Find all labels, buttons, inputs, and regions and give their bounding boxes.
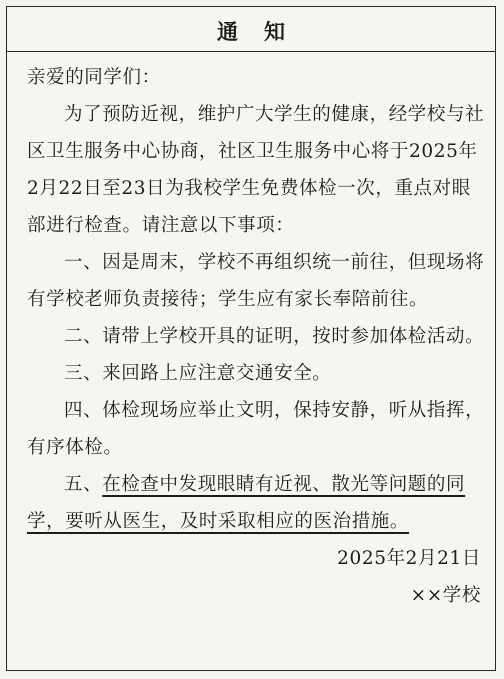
item-3: 三、来回路上应注意交通安全。: [64, 363, 332, 384]
item-2: 二、请带上学校开具的证明，按时参加体检活动。: [64, 326, 485, 347]
title-divider: [7, 51, 495, 52]
notice-title: 通知: [217, 20, 311, 44]
item-5-prefix: 五、: [64, 474, 103, 495]
notice-document: [6, 6, 496, 671]
item-5: [27, 466, 487, 540]
greeting: 亲爱的同学们：: [27, 67, 161, 88]
notice-signer: ××学校: [410, 585, 481, 606]
notice-date: 2025年2月21日: [337, 548, 481, 569]
item-1: 一、因是周末，学校不再组织统一前往，但现场将有学校老师负责接待；学生应有家长奉陪前往。: [27, 252, 485, 310]
notice-body: [27, 59, 487, 614]
item-5-underlined-text: 在检查中发现眼睛有近视、散光等问题的同学，要听从医生，及时采取相应的医治措施。: [27, 474, 466, 532]
intro-paragraph: 为了预防近视，维护广大学生的健康，经学校与社区卫生服务中心协商，社区卫生服务中心将于2025年2月22日至23日为我校学生免费体检一次，重点对眼部进行检查。请注意以下事项：: [27, 104, 485, 236]
item-4: 四、体检现场应举止文明，保持安静，听从指挥，有序体检。: [27, 400, 485, 458]
